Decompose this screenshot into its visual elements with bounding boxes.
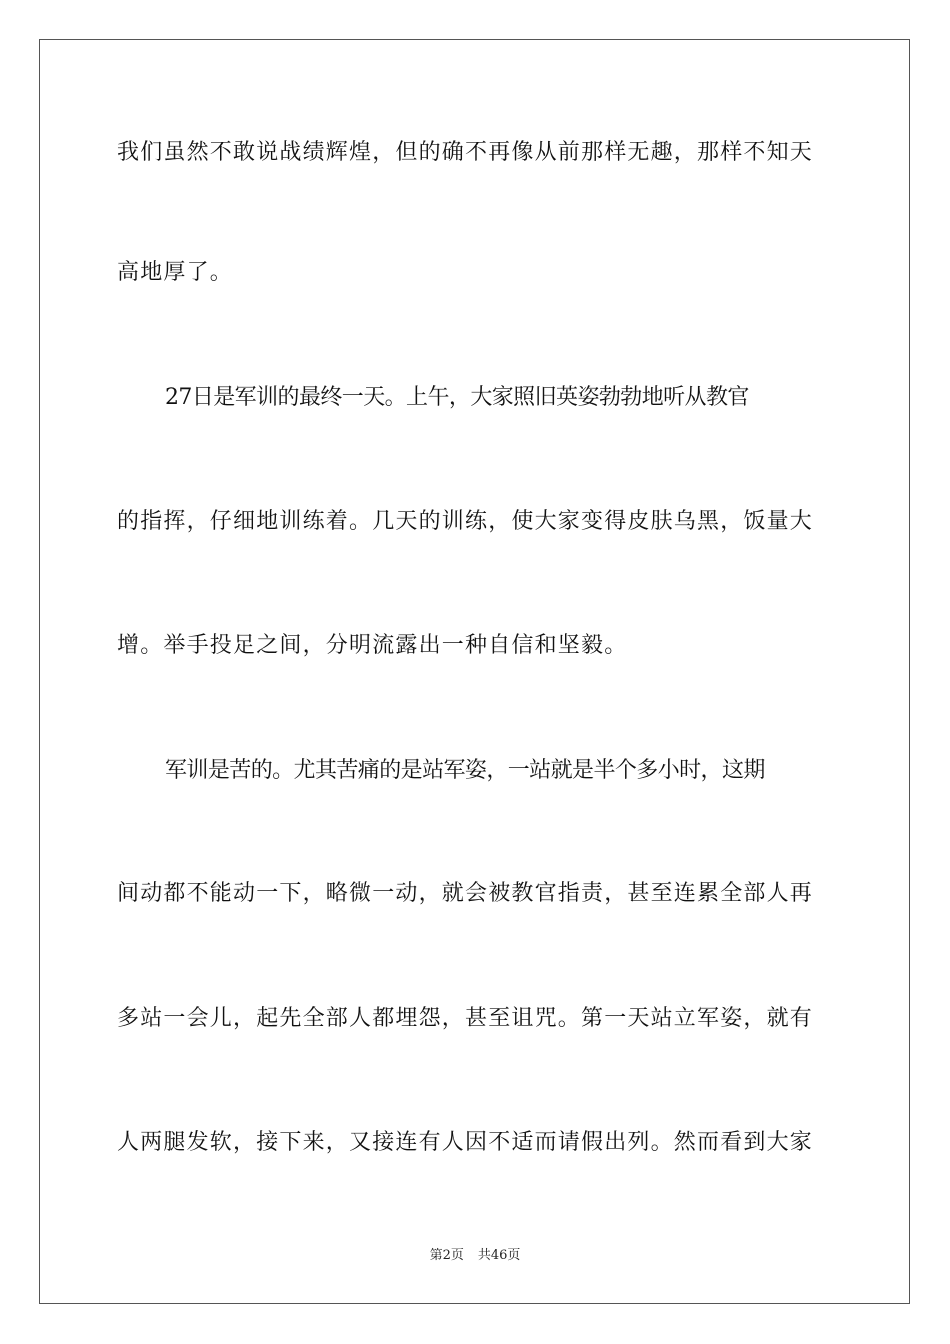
text-line: 的指挥，仔细地训练着。几天的训练，使大家变得皮肤乌黑，饭量大 (117, 509, 814, 534)
text-line: 间动都不能动一下，略微一动，就会被教官指责，甚至连累全部人再 (117, 881, 814, 906)
page-footer (0, 1247, 950, 1265)
page-total: 共46页 (477, 1248, 521, 1263)
paragraph-start-line: 27日是军训的最终一天。上午，大家照旧英姿勃勃地听从教官 (165, 385, 749, 410)
page-number: 第2页 (429, 1248, 464, 1263)
text-line: 高地厚了。 (117, 260, 234, 285)
text-line: 增。举手投足之间，分明流露出一种自信和坚毅。 (117, 633, 628, 658)
paragraph-start-line: 军训是苦的。尤其苦痛的是站军姿，一站就是半个多小时，这期 (165, 758, 765, 783)
text-line: 人两腿发软，接下来，又接连有人因不适而请假出列。然而看到大家 (117, 1130, 814, 1155)
text-line: 我们虽然不敢说战绩辉煌，但的确不再像从前那样无趣，那样不知天 (117, 140, 814, 165)
text-line: 多站一会儿，起先全部人都埋怨，甚至诅咒。第一天站立军姿，就有 (117, 1006, 814, 1031)
page-border (39, 39, 910, 1304)
